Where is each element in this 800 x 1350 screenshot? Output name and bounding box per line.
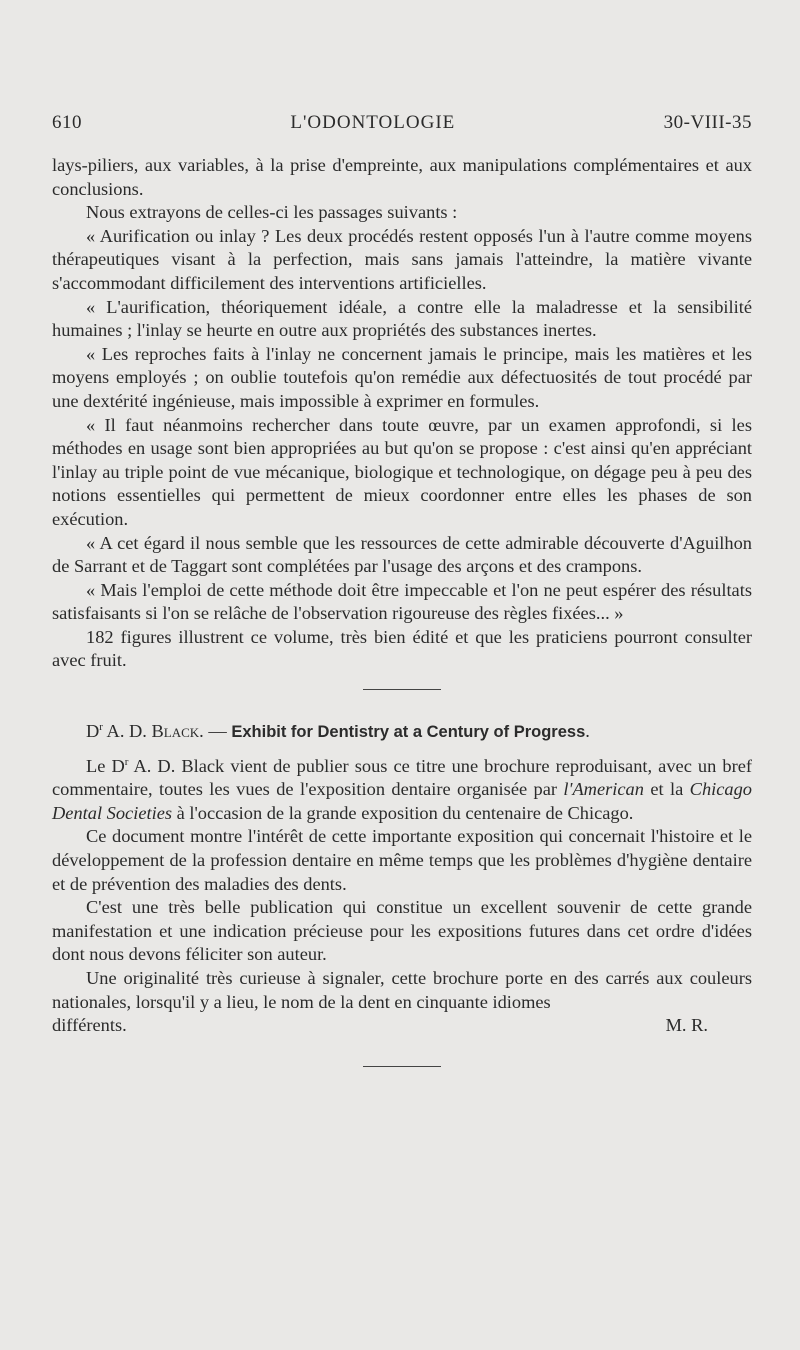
section-divider [363,1066,441,1067]
author-surname: Black [151,721,200,742]
review-heading [52,720,752,745]
section-divider [363,689,441,690]
paragraph: Le $D^r$ A. D. Black vient de publier sous ce titre une brochure reproduisant, avec un bref commentaire, toutes les vues de l'exposition dentaire organisée par l'American et la Chicago Dental Societies à l'occasion de la grande exposition du centenaire de Chicago. [52,755,752,823]
paragraph: Nous extrayons de celles-ci les passages suivants : [86,202,458,223]
paragraph: lays-piliers, aux variables, à la prise d'empreinte, aux manipulations complémentaires et aux conclusions. [52,155,752,199]
section-continued [52,154,752,673]
paragraph: « Aurification ou inlay ? Les deux procédés restent opposés l'un à l'autre comme moyens thérapeutiques visant à la perfection, mais sans jamais l'atteindre, la matière vivante s'accommodant difficilement des interventions artificielles. [52,225,752,293]
paragraph: 182 figures illustrent ce volume, très bien édité et que les praticiens pourront consulter avec fruit. [52,626,752,671]
book-title: Exhibit for Dentistry at a Century of Progress [231,723,586,742]
signature: M. R. [665,1015,708,1036]
review-section [52,720,752,1038]
page [52,112,752,1067]
paragraph: « L'aurification, théoriquement idéale, a contre elle la maladresse et la sensibilité humaines ; l'inlay se heurte en outre aux propriétés des substances inertes. [52,296,752,341]
paragraph: « Mais l'emploi de cette méthode doit être impeccable et l'on ne peut espérer des résultats satisfaisants si l'on se relâche de l'observation rigoureuse des règles fixées... » [52,579,752,624]
paragraph: C'est une très belle publication qui constitue un excellent souvenir de cette grande manifestation et une indication précieuse pour les expositions futures dans cet ordre d'idées dont nous devons féliciter son auteur. [52,897,752,965]
running-head [52,112,752,142]
author-sup: r [99,720,103,733]
page-number: 610 [52,112,82,133]
author-initials: A. D. [102,721,152,742]
paragraph: Ce document montre l'intérêt de cette importante exposition qui concernait l'histoire et le développement de la profession dentaire en même temps que les problèmes d'hygiène dentaire et de prévention des maladies des dents. [52,826,752,894]
paragraph-end: différents. [52,1015,127,1036]
paragraph: « Les reproches faits à l'inlay ne concernent jamais le principe, mais les matières et les moyens employés ; on oublie toutefois qu'on remédie aux défectuosités de tout procédé par une dextérité ingénieuse, mais impossible à exprimer en formules. [52,343,752,411]
paragraph: « Il faut néanmoins rechercher dans toute œuvre, par un examen approfondi, si les méthodes en usage sont bien appropriées au but qu'on se propose : c'est ainsi qu'en appréciant l'inlay au triple point de vue mécanique, biologique et technologique, on dégage peu à peu des notions essentielles qui permettent de mieux coordonner entre elles les phases de son exécution. [52,414,752,529]
author-prefix: D [86,721,100,742]
heading-dash: . — [199,721,232,742]
heading-end: . [585,721,590,742]
issue-date: 30-VIII-35 [663,112,752,133]
paragraph: « A cet égard il nous semble que les ressources de cette admirable découverte d'Aguilhon de Sarrant et de Taggart sont complétées par l'usage des arçons et des crampons. [52,532,752,577]
journal-title: L'ODONTOLOGIE [290,112,456,133]
paragraph: Une originalité très curieuse à signaler, cette brochure porte en des carrés aux couleurs nationales, lorsqu'il y a lieu, le nom de la dent en cinquante idiomes [52,968,752,1012]
signature-line [52,1014,752,1038]
